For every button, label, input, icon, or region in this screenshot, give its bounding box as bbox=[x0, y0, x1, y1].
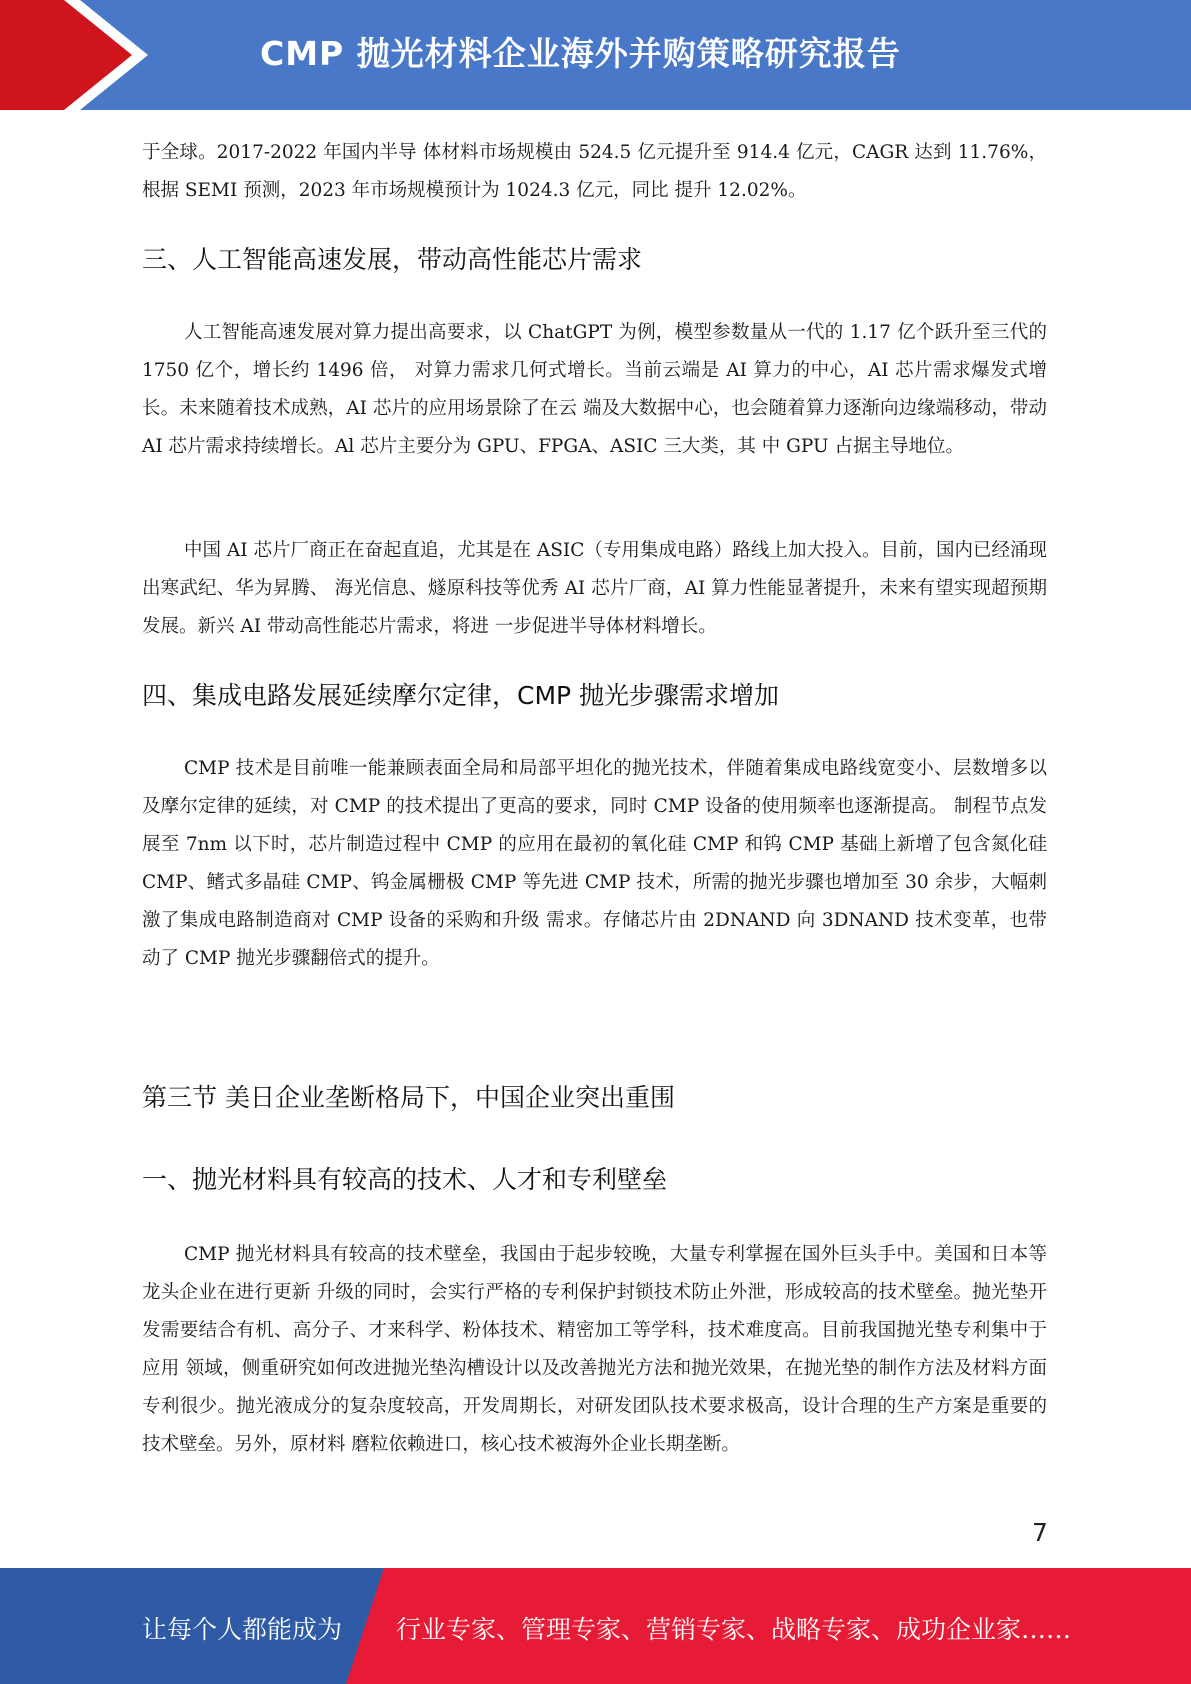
paragraph-cmp-technology: CMP 技术是目前唯一能兼顾表面全局和局部平坦化的抛光技术，伴随着集成电路线宽变小、层数增多以及摩尔定律的延续，对 CMP 的技术提出了更高的要求，同时 CMP 设备的使用频率也逐渐提高。 制程节点发展至 7nm 以下时，芯片制造过程中 CMP 的应用在最初的氧化硅 CMP 和钨 CMP 基础上新增了包含氮化硅 CMP、鳍式多晶硅 CMP、钨金属栅极 CMP 等先进 CMP 技术，所需的抛光步骤也增加至 30 余步，大幅刺激了集成电路制造商对 CMP 设备的采购和升级 需求。存储芯片由 2DNAND 向 3DNAND 技术变革，也带动了 CMP 抛光步骤翻倍式的提升。 bbox=[142, 758, 1047, 969]
report-title: CMP 抛光材料企业海外并购策略研究报告 bbox=[260, 34, 901, 73]
paragraph-china-ai-chips: 中国 AI 芯片厂商正在奋起直追，尤其是在 ASIC（专用集成电路）路线上加大投入。目前，国内已经涌现出寒武纪、华为昇腾、 海光信息、燧原科技等优秀 AI 芯片厂商，AI 算力性能显著提升，未来有望实现超预期发展。新兴 AI 带动高性能芯片需求，将进 一步促进半导体材料增长。 bbox=[142, 540, 1047, 637]
page-number: 7 bbox=[1032, 1518, 1048, 1547]
heading-ai-demand: 三、人工智能高速发展，带动高性能芯片需求 bbox=[142, 245, 643, 274]
heading-barriers: 一、抛光材料具有较高的技术、人才和专利壁垒 bbox=[142, 1165, 668, 1194]
page-header bbox=[0, 0, 1191, 110]
footer-slogan-right: 行业专家、管理专家、营销专家、战略专家、成功企业家…… bbox=[396, 1615, 1072, 1644]
footer-slogan-left: 让每个人都能成为 bbox=[142, 1615, 343, 1644]
paragraph-market-size: 于全球。2017-2022 年国内半导 体材料市场规模由 524.5 亿元提升至 914.4 亿元，CAGR 达到 11.76%，根据 SEMI 预测，2023 年市场规模预计为 1024.3 亿元，同比 提升 12.02%。 bbox=[142, 142, 1047, 201]
paragraph-technical-barriers: CMP 抛光材料具有较高的技术壁垒，我国由于起步较晚，大量专利掌握在国外巨头手中。美国和日本等龙头企业在进行更新 升级的同时，会实行严格的专利保护封锁技术防止外泄，形成较高的技术壁垒。抛光垫开发需要结合有机、高分子、才来科学、粉体技术、精密加工等学科，技术难度高。目前我国抛光垫专利集中于应用 领域，侧重研究如何改进抛光垫沟槽设计以及改善抛光方法和抛光效果，在抛光垫的制作方法及材料方面专利很少。抛光液成分的复杂度较高，开发周期长，对研发团队技术要求极高，设计合理的生产方案是重要的技术壁垒。另外，原材料 磨粒依赖进口，核心技术被海外企业长期垄断。 bbox=[142, 1244, 1047, 1455]
heading-moore-law: 四、集成电路发展延续摩尔定律，CMP 抛光步骤需求增加 bbox=[142, 681, 780, 710]
heading-section-three: 第三节 美日企业垄断格局下，中国企业突出重围 bbox=[142, 1083, 675, 1112]
page-footer bbox=[0, 1568, 1191, 1684]
paragraph-ai-compute: 人工智能高速发展对算力提出高要求，以 ChatGPT 为例，模型参数量从一代的 1.17 亿个跃升至三代的 1750 亿个，增长约 1496 倍， 对算力需求几何式增长。当前云端是 AI 算力的中心，AI 芯片需求爆发式增长。未来随着技术成熟，AI 芯片的应用场景除了在云 端及大数据中心，也会随着算力逐渐向边缘端移动，带动 AI 芯片需求持续增长。Al 芯片主要分为 GPU、FPGA、ASIC 三大类，其 中 GPU 占据主导地位。 bbox=[142, 322, 1047, 457]
